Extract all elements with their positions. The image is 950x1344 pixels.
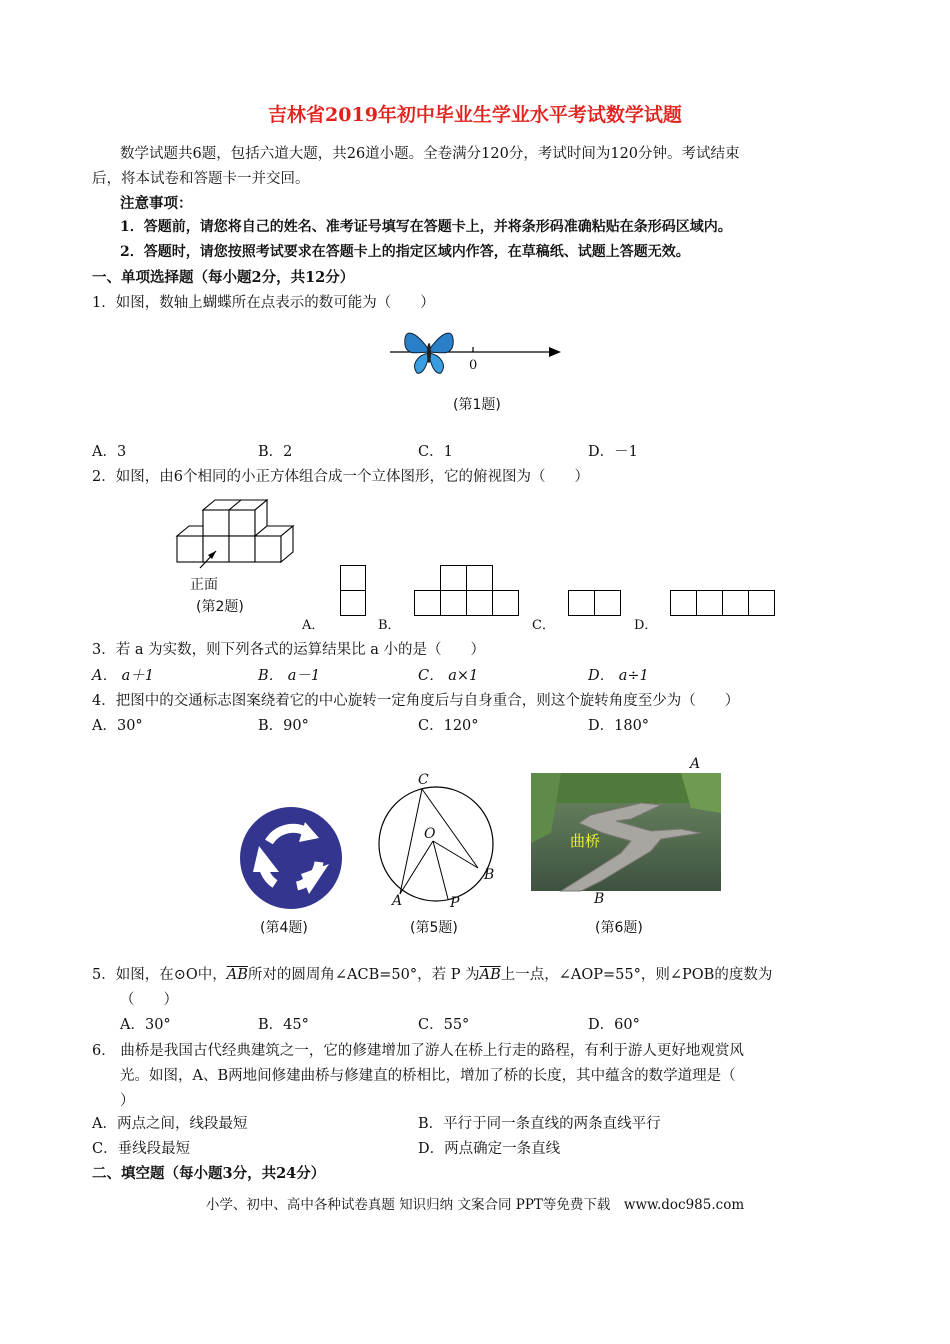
q3-option-d: D． a÷1 bbox=[588, 668, 649, 684]
q3-option-b: B． a－1 bbox=[258, 668, 321, 684]
roundabout-sign-icon bbox=[239, 806, 343, 910]
q6-option-a: A．两点之间，线段最短 bbox=[92, 1116, 248, 1132]
q4-stem: 4．把图中的交通标志图案绕着它的中心旋转一定角度后与自身重合，则这个旋转角度至少为（ ） bbox=[92, 693, 740, 709]
page-title: 吉林省2019年初中毕业生学业水平考试数学试题 bbox=[268, 104, 682, 126]
q5-stem-line1 bbox=[92, 963, 772, 984]
q2-cube-figure bbox=[170, 495, 300, 575]
q1-stem: 1．如图，数轴上蝴蝶所在点表示的数可能为（ ） bbox=[92, 295, 435, 311]
q4-caption: (第4题) bbox=[260, 920, 308, 936]
q5-circle-figure bbox=[378, 786, 498, 906]
q4-option-d: D．180° bbox=[588, 718, 650, 734]
q2-front-label: 正面 bbox=[190, 577, 218, 593]
q2-option-a-label: A． bbox=[302, 618, 325, 633]
q1-axis-zero-label: 0 bbox=[469, 358, 478, 373]
q5-option-d: D．60° bbox=[588, 1017, 640, 1033]
q5-caption: (第5题) bbox=[410, 920, 458, 936]
intro-line-2: 后，将本试卷和答题卡一并交回。 bbox=[92, 171, 310, 187]
q5-label-a: A bbox=[392, 893, 403, 909]
q6-point-b: B bbox=[594, 891, 605, 907]
q2-option-c-label: C． bbox=[532, 618, 555, 633]
q5-option-c: C．55° bbox=[418, 1017, 470, 1033]
q6-caption: (第6题) bbox=[595, 920, 643, 936]
q6-option-c: C．垂线段最短 bbox=[92, 1141, 191, 1157]
q5-label-b: B bbox=[484, 867, 495, 883]
q2-option-c-figure bbox=[568, 590, 624, 618]
q1-option-c: C．1 bbox=[418, 444, 453, 460]
intro-line-1: 数学试题共6题，包括六道大题，共26道小题。全卷满分120分，考试时间为120分钟。考试结束 bbox=[120, 146, 740, 162]
q1-option-b: B．2 bbox=[258, 444, 293, 460]
q2-caption: (第2题) bbox=[196, 599, 244, 615]
q2-option-b-figure bbox=[414, 565, 522, 617]
q4-option-b: B．90° bbox=[258, 718, 309, 734]
notice-1: 1．答题前，请您将自己的姓名、准考证号填写在答题卡上，并将条形码准确粘贴在条形码区域内。 bbox=[120, 219, 732, 235]
q4-option-a: A．30° bbox=[92, 718, 143, 734]
section1-heading: 一、单项选择题（每小题2分，共12分） bbox=[92, 269, 355, 286]
q2-stem: 2．如图，由6个相同的小正方体组合成一个立体图形，它的俯视图为（ ） bbox=[92, 469, 589, 485]
q5-label-c: C bbox=[418, 772, 429, 788]
q6-stem-line3: ） bbox=[120, 1093, 135, 1109]
q5-option-a: A．30° bbox=[120, 1017, 171, 1033]
q5-label-o: O bbox=[424, 826, 436, 842]
q5-label-p: P bbox=[450, 895, 460, 911]
q1-number-line bbox=[385, 325, 570, 380]
q5-arc-ab-2: $\overline{AB}$ bbox=[479, 967, 501, 983]
butterfly-icon bbox=[405, 333, 453, 373]
q5-stem-part1: 5．如图，在⊙O中， bbox=[92, 967, 227, 983]
q5-arc-ab: $\overline{AB}$ bbox=[226, 967, 248, 983]
q3-option-a: A． a＋1 bbox=[92, 668, 154, 684]
q4-option-c: C．120° bbox=[418, 718, 479, 734]
q3-stem: 3．若 a 为实数，则下列各式的运算结果比 a 小的是（ ） bbox=[92, 642, 485, 658]
q1-caption: (第1题) bbox=[453, 397, 501, 413]
q6-stem-line1: 6． 曲桥是我国古代经典建筑之一，它的修建增加了游人在桥上行走的路程，有利于游人更好地观赏风 bbox=[92, 1043, 744, 1059]
bridge-photo bbox=[531, 773, 721, 891]
q6-option-b: B．平行于同一条直线的两条直线平行 bbox=[418, 1116, 661, 1132]
q1-option-d: D．－1 bbox=[588, 444, 638, 460]
q2-option-d-label: D． bbox=[634, 618, 658, 633]
notice-heading: 注意事项： bbox=[120, 195, 193, 212]
page-footer: 小学、初中、高中各种试卷真题 知识归纳 文案合同 PPT等免费下载 www.doc985.com bbox=[205, 1197, 745, 1213]
notice-2: 2．答题时，请您按照考试要求在答题卡上的指定区域内作答，在草稿纸、试题上答题无效。 bbox=[120, 244, 690, 260]
q5-stem-line2: （ ） bbox=[120, 992, 178, 1008]
q5-stem-part2: 所对的圆周角∠ACB=50°，若 P 为 bbox=[247, 967, 480, 983]
q6-photo-label: 曲桥 bbox=[570, 832, 601, 850]
q2-option-d-figure bbox=[670, 590, 778, 618]
q6-option-d: D．两点确定一条直线 bbox=[418, 1141, 561, 1157]
q6-point-a: A bbox=[690, 756, 701, 772]
q2-option-b-label: B． bbox=[378, 618, 401, 633]
q5-option-b: B．45° bbox=[258, 1017, 309, 1033]
section2-heading: 二、填空题（每小题3分，共24分） bbox=[92, 1165, 326, 1182]
q6-stem-line2: 光。如图，A、B两地间修建曲桥与修建直的桥相比，增加了桥的长度，其中蕴含的数学道理是（ bbox=[120, 1068, 736, 1084]
q2-option-a-figure bbox=[340, 565, 366, 617]
q1-option-a: A．3 bbox=[92, 444, 127, 460]
q3-option-c: C． a×1 bbox=[418, 668, 479, 684]
q5-stem-part3: 上一点，∠AOP=55°，则∠POB的度数为 bbox=[500, 967, 773, 983]
